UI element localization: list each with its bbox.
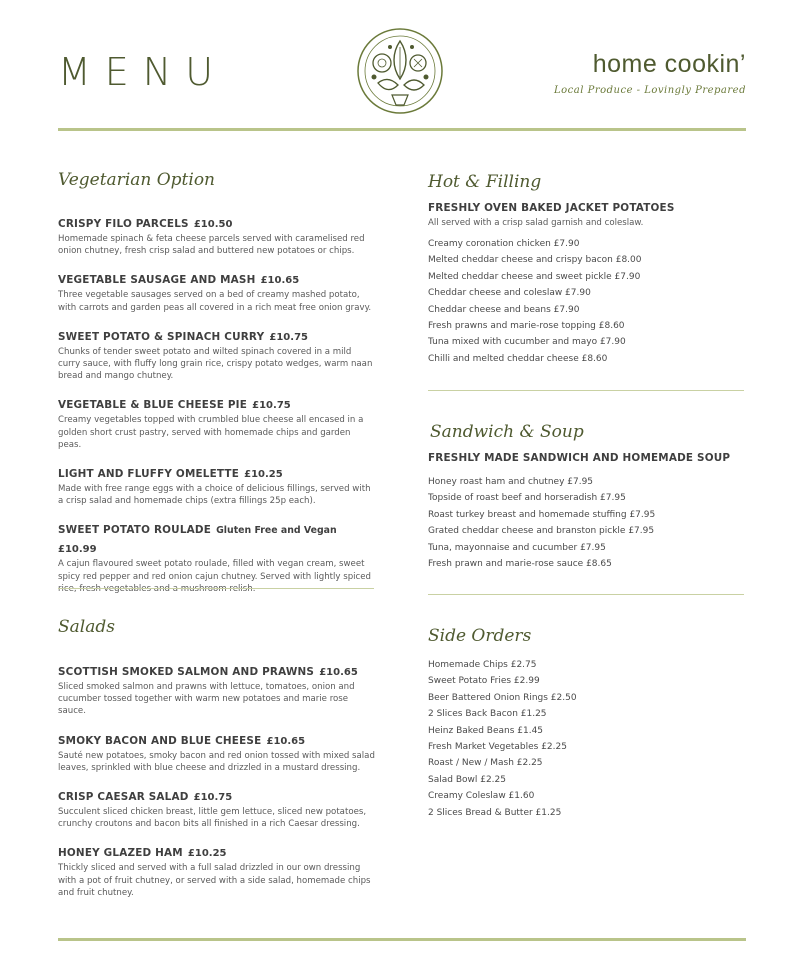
menu-item-price: £10.50 <box>193 219 233 230</box>
sandwich-soup-list <box>428 474 746 572</box>
list-item: 2 Slices Bread & Butter £1.25 <box>428 807 562 818</box>
list-item: Sweet Potato Fries £2.99 <box>428 676 540 687</box>
menu-item-price: £10.75 <box>269 331 308 343</box>
vegetarian-heading: Vegetarian Option <box>58 170 216 190</box>
menu-item-description: Three vegetable sausages served on a bed of creamy mashed potato, with carrots and garden peas all covered in a rich meat free onion gravy. <box>58 290 372 313</box>
list-item: Melted cheddar cheese and sweet pickle £7.90 <box>428 271 641 282</box>
top-divider <box>58 128 746 131</box>
menu-item-header <box>58 268 376 287</box>
side-orders-list <box>428 657 746 821</box>
menu-item <box>58 729 376 774</box>
menu-item <box>58 462 376 507</box>
hot-filling-heading: Hot & Filling <box>428 172 542 192</box>
list-item: Melted cheddar cheese and crispy bacon £8.00 <box>428 255 642 266</box>
menu-item-name: SCOTTISH SMOKED SALMON AND PRAWNS <box>58 666 315 678</box>
menu-item-name: VEGETABLE & BLUE CHEESE PIE <box>58 399 248 412</box>
menu-item-price: £10.65 <box>260 275 300 287</box>
menu-item-header <box>58 785 376 804</box>
list-item: 2 Slices Back Bacon £1.25 <box>428 709 547 720</box>
list-item: Creamy coronation chicken £7.90 <box>428 239 580 249</box>
salads-list <box>58 660 376 910</box>
list-item: Tuna mixed with cucumber and mayo £7.90 <box>428 337 626 348</box>
menu-item-name: VEGETABLE SAUSAGE AND MASH <box>58 274 256 287</box>
list-item: Topside of roast beef and horseradish £7.95 <box>428 493 626 504</box>
menu-item <box>58 785 376 830</box>
list-item: Roast turkey breast and homemade stuffing £7.95 <box>428 509 656 520</box>
vegetarian-divider <box>58 588 374 589</box>
menu-item-note: Gluten Free and Vegan <box>216 525 337 537</box>
list-item: Beer Battered Onion Rings £2.50 <box>428 692 577 703</box>
list-item: Fresh Market Vegetables £2.25 <box>428 742 567 753</box>
menu-item-header <box>58 660 376 679</box>
list-item: Roast / New / Mash £2.25 <box>428 758 543 769</box>
menu-item-header <box>58 212 376 231</box>
list-item: Salad Bowl £2.25 <box>428 774 506 785</box>
brand-block <box>554 50 746 96</box>
menu-item-description: A cajun flavoured sweet potato roulade, filled with vegan cream, sweet spicy red pepper and red onion cajun chutney. Served with lightly spiced <box>58 559 372 582</box>
brand-name: home cookin’ <box>592 50 746 78</box>
menu-item-price: £10.99 <box>58 544 97 556</box>
menu-item-description: Creamy vegetables topped with crumbled blue cheese all encased in a golden short crust pastry, served with homemade chips and garden peas. <box>58 415 364 450</box>
menu-item-description: Homemade spinach & feta cheese parcels served with caramelised red onion chutney, fresh crisp salad and buttered new potatoes or chips. <box>58 234 365 257</box>
menu-item-name: HONEY GLAZED HAM <box>58 847 183 860</box>
salads-heading: Salads <box>58 617 115 637</box>
menu-item-header <box>58 518 376 556</box>
menu-item-description: Sauté new potatoes, smoky bacon and red onion tossed with mixed salad leaves, sprinkled with blue cheese and drizzled in a mustard dressing. <box>58 750 375 773</box>
sandwich-soup-title: FRESHLY MADE SANDWICH AND HOMEMADE SOUP <box>428 452 731 464</box>
menu-item-name: LIGHT AND FLUFFY OMELETTE <box>58 468 240 481</box>
menu-item-name: SWEET POTATO ROULADE <box>58 524 212 537</box>
hot-filling-block <box>428 202 746 367</box>
menu-item-price: £10.25 <box>244 469 283 481</box>
menu-item <box>58 660 376 718</box>
side-orders-heading: Side Orders <box>428 626 532 646</box>
menu-item <box>58 518 376 595</box>
jacket-potatoes-subtitle: All served with a crisp salad garnish and coleslaw. <box>428 218 644 228</box>
menu-item <box>58 212 376 257</box>
menu-item <box>58 325 376 383</box>
menu-item-description: Succulent sliced chicken breast, little gem lettuce, sliced new potatoes, crunchy croutons and bacon bits all finished in a rich Caesar dressing. <box>58 807 367 830</box>
menu-item-header <box>58 841 376 860</box>
list-item: Fresh prawn and marie-rose sauce £8.65 <box>428 559 612 570</box>
list-item: Honey roast ham and chutney £7.95 <box>428 477 594 487</box>
list-item: Creamy Coleslaw £1.60 <box>428 791 535 802</box>
menu-item-header <box>58 462 376 481</box>
menu-item-description: Made with free range eggs with a choice of delicious fillings, served with a crisp salad and homemade chips (extra fillings 25p each). <box>58 484 371 507</box>
list-item: Cheddar cheese and beans £7.90 <box>428 304 580 315</box>
menu-item <box>58 393 376 451</box>
list-item: Tuna, mayonnaise and cucumber £7.95 <box>428 542 606 553</box>
list-item: Heinz Baked Beans £1.45 <box>428 725 544 736</box>
sandwich-soup-block <box>428 452 746 572</box>
sandwich-soup-divider <box>428 594 744 595</box>
menu-item-description: Sliced smoked salmon and prawns with lettuce, tomatoes, onion and cucumber tossed together with warm new potatoes and marie rose sauce. <box>58 682 355 717</box>
jacket-potatoes-title: FRESHLY OVEN BAKED JACKET POTATOES <box>428 202 675 214</box>
menu-item-header <box>58 729 376 748</box>
menu-item-name: CRISPY FILO PARCELS <box>58 218 189 230</box>
menu-item-price: £10.75 <box>193 792 233 804</box>
sandwich-soup-heading: Sandwich & Soup <box>430 422 584 442</box>
menu-item-price: £10.65 <box>266 735 306 747</box>
menu-item-price: £10.25 <box>187 848 227 860</box>
menu-title: MENU <box>58 50 228 94</box>
menu-item-price: £10.75 <box>252 400 291 412</box>
list-item: Homemade Chips £2.75 <box>428 660 537 670</box>
list-item: Fresh prawns and marie-rose topping £8.60 <box>428 321 625 332</box>
menu-item <box>58 841 376 899</box>
list-item: Grated cheddar cheese and branston pickle £7.95 <box>428 526 655 537</box>
menu-item <box>58 268 376 313</box>
menu-item-description: Chunks of tender sweet potato and wilted spinach covered in a mild curry sauce, with fluffy long grain rice, crispy potato wedges, warm naan bread and mango chutney. <box>58 346 373 382</box>
brand-tagline: Local Produce - Lovingly Prepared <box>554 85 746 96</box>
menu-item-name: SMOKY BACON AND BLUE CHEESE <box>58 734 262 747</box>
bottom-divider <box>58 938 746 941</box>
menu-item-price: £10.65 <box>319 667 358 678</box>
jacket-potatoes-list <box>428 236 746 367</box>
list-item: Cheddar cheese and coleslaw £7.90 <box>428 288 591 299</box>
hot-filling-divider <box>428 390 744 391</box>
vegetables-circle-icon <box>356 27 444 115</box>
vegetarian-list <box>58 212 376 606</box>
menu-item-header <box>58 393 376 412</box>
menu-item-name: SWEET POTATO & SPINACH CURRY <box>58 330 265 343</box>
menu-item-name: CRISP CAESAR SALAD <box>58 791 189 804</box>
menu-item-description: Thickly sliced and served with a full salad drizzled in our own dressing with a pot of fruit chutney, or served with a side salad, homemade chips and fruit chutney. <box>58 863 371 898</box>
list-item: Chilli and melted cheddar cheese £8.60 <box>428 353 608 364</box>
menu-item-header <box>58 325 376 344</box>
